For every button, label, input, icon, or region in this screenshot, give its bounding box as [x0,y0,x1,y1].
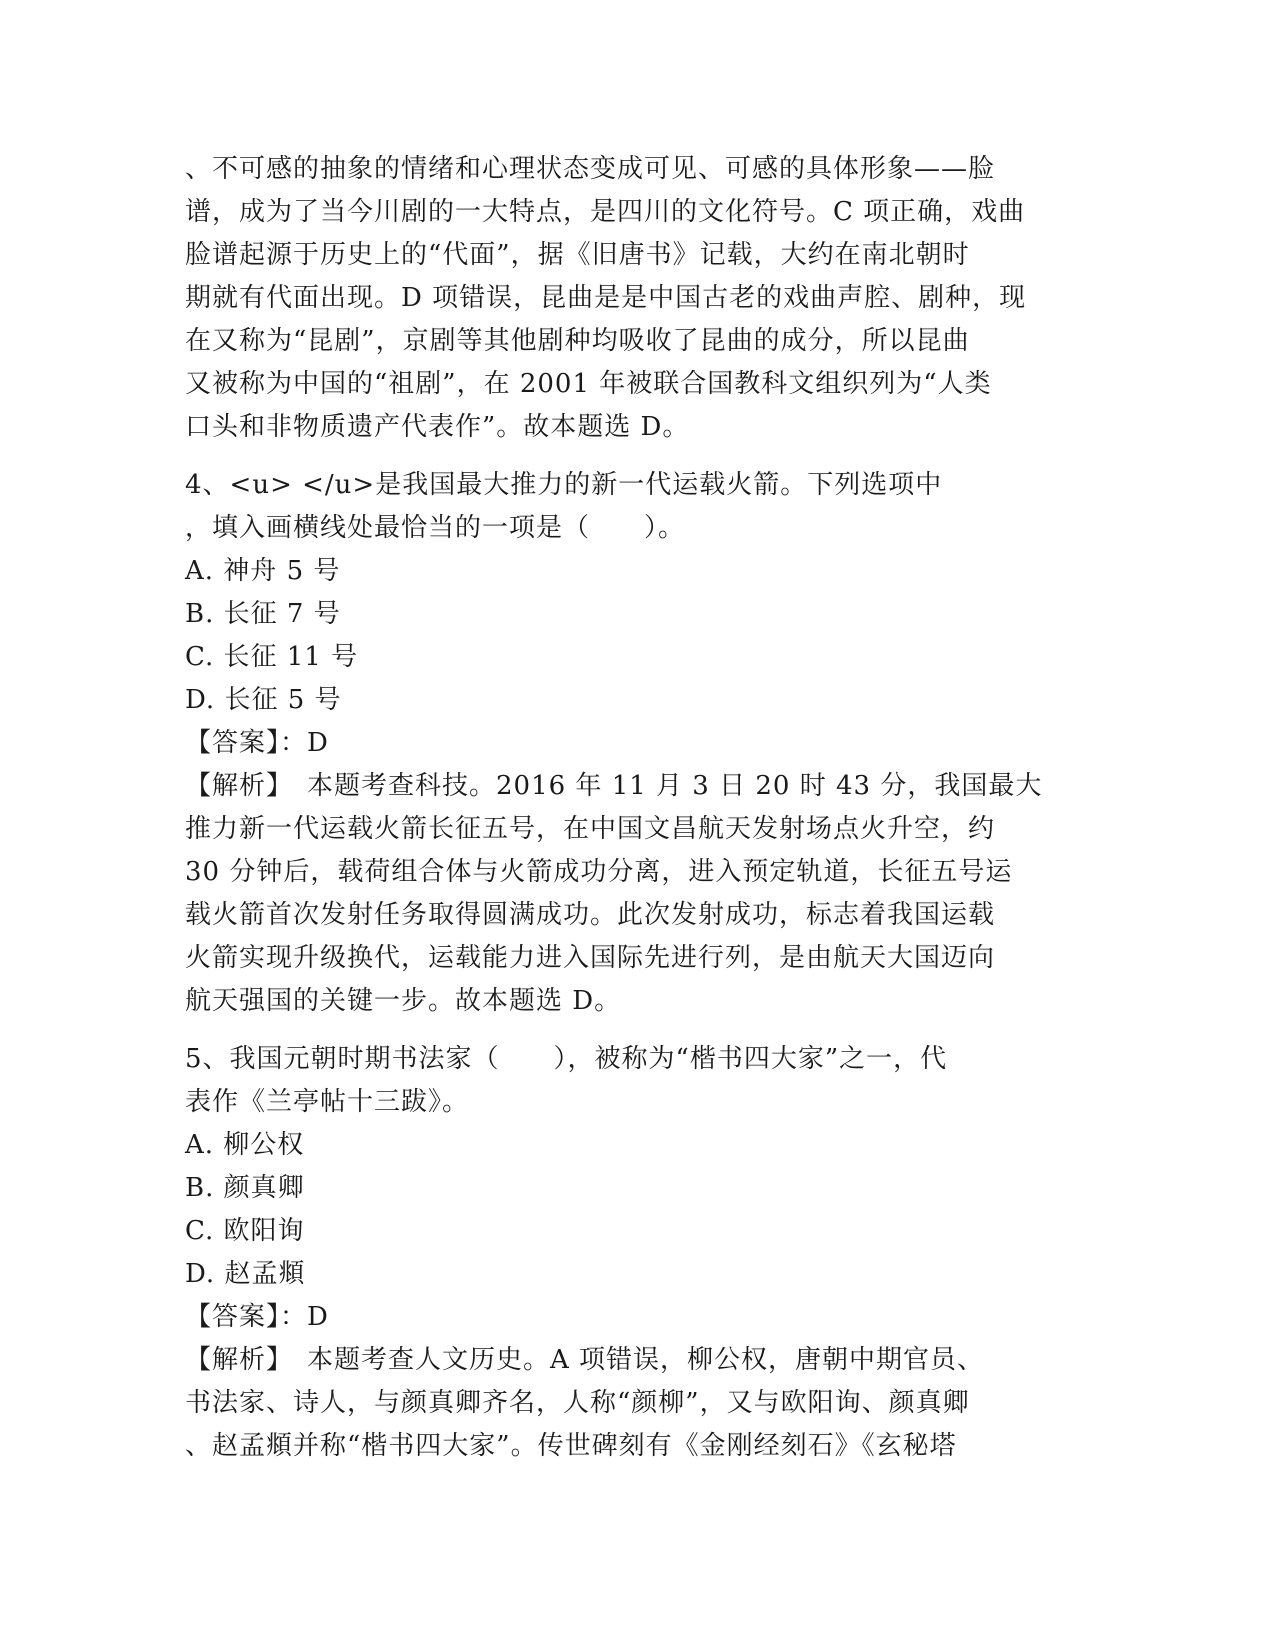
question-4-option-b: B. 长征 7 号 [185,599,341,629]
question-5-option-a: A. 柳公权 [185,1130,305,1160]
question-4-option-d: D. 长征 5 号 [185,685,342,715]
question-4-option-a: A. 神舟 5 号 [185,556,341,586]
question-4-stem: 4、<u> </u>是我国最大推力的新一代运载火箭。下列选项中 [185,470,943,500]
question-5-option-c: C. 欧阳询 [185,1216,305,1246]
question-5-option-b: B. 颜真卿 [185,1173,305,1203]
question-5-option-d: D. 赵孟頫 [185,1259,306,1289]
text-line: 期就有代面出现。D 项错误，昆曲是是中国古老的戏曲声腔、剧种，现 [185,283,1027,313]
paragraph-gap [185,449,1085,464]
question-4-analysis: 火箭实现升级换代，运载能力进入国际先进行列，是由航天大国迈向 [185,943,996,973]
question-5-stem: 5、我国元朝时期书法家（ ），被称为“楷书四大家”之一，代 [185,1044,948,1074]
text-line: 口头和非物质遗产代表作”。故本题选 D。 [185,412,690,442]
question-4-analysis: 30 分钟后，载荷组合体与火箭成功分离，进入预定轨道，长征五号运 [185,857,1013,887]
question-4-option-c: C. 长征 11 号 [185,642,359,672]
question-4-analysis: 载火箭首次发射任务取得圆满成功。此次发射成功，标志着我国运载 [185,900,996,930]
text-line: 、不可感的抽象的情绪和心理状态变成可见、可感的具体形象——脸 [185,154,996,184]
paragraph-gap [185,1023,1085,1038]
text-line: 又被称为中国的“祖剧”，在 2001 年被联合国教科文组织列为“人类 [185,369,992,399]
document-page [185,148,1085,1468]
question-5-answer: 【答案】：D [185,1302,329,1332]
text-line: 脸谱起源于历史上的“代面”，据《旧唐书》记载，大约在南北朝时 [185,240,970,270]
question-4-answer: 【答案】：D [185,728,329,758]
question-5-stem: 表作《兰亭帖十三跋》。 [185,1087,470,1117]
text-line: 谱，成为了当今川剧的一大特点，是四川的文化符号。C 项正确，戏曲 [185,197,1026,227]
question-5-analysis: 【解析】 本题考查人文历史。A 项错误，柳公权，唐朝中期官员、 [185,1345,985,1375]
question-4-analysis: 【解析】 本题考查科技。2016 年 11 月 3 日 20 时 43 分，我国最大 [185,771,1043,801]
question-5-analysis: 、赵孟頫并称“楷书四大家”。传世碑刻有《金刚经刻石》《玄秘塔 [185,1431,957,1461]
question-4-analysis: 航天强国的关键一步。故本题选 D。 [185,986,622,1016]
question-4-stem: ，填入画横线处最恰当的一项是（ ）。 [185,513,686,543]
question-4-analysis: 推力新一代运载火箭长征五号，在中国文昌航天发射场点火升空，约 [185,814,996,844]
question-5-analysis: 书法家、诗人，与颜真卿齐名，人称“颜柳”，又与欧阳询、颜真卿 [185,1388,970,1418]
text-line: 在又称为“昆剧”，京剧等其他剧种均吸收了昆曲的成分，所以昆曲 [185,326,970,356]
